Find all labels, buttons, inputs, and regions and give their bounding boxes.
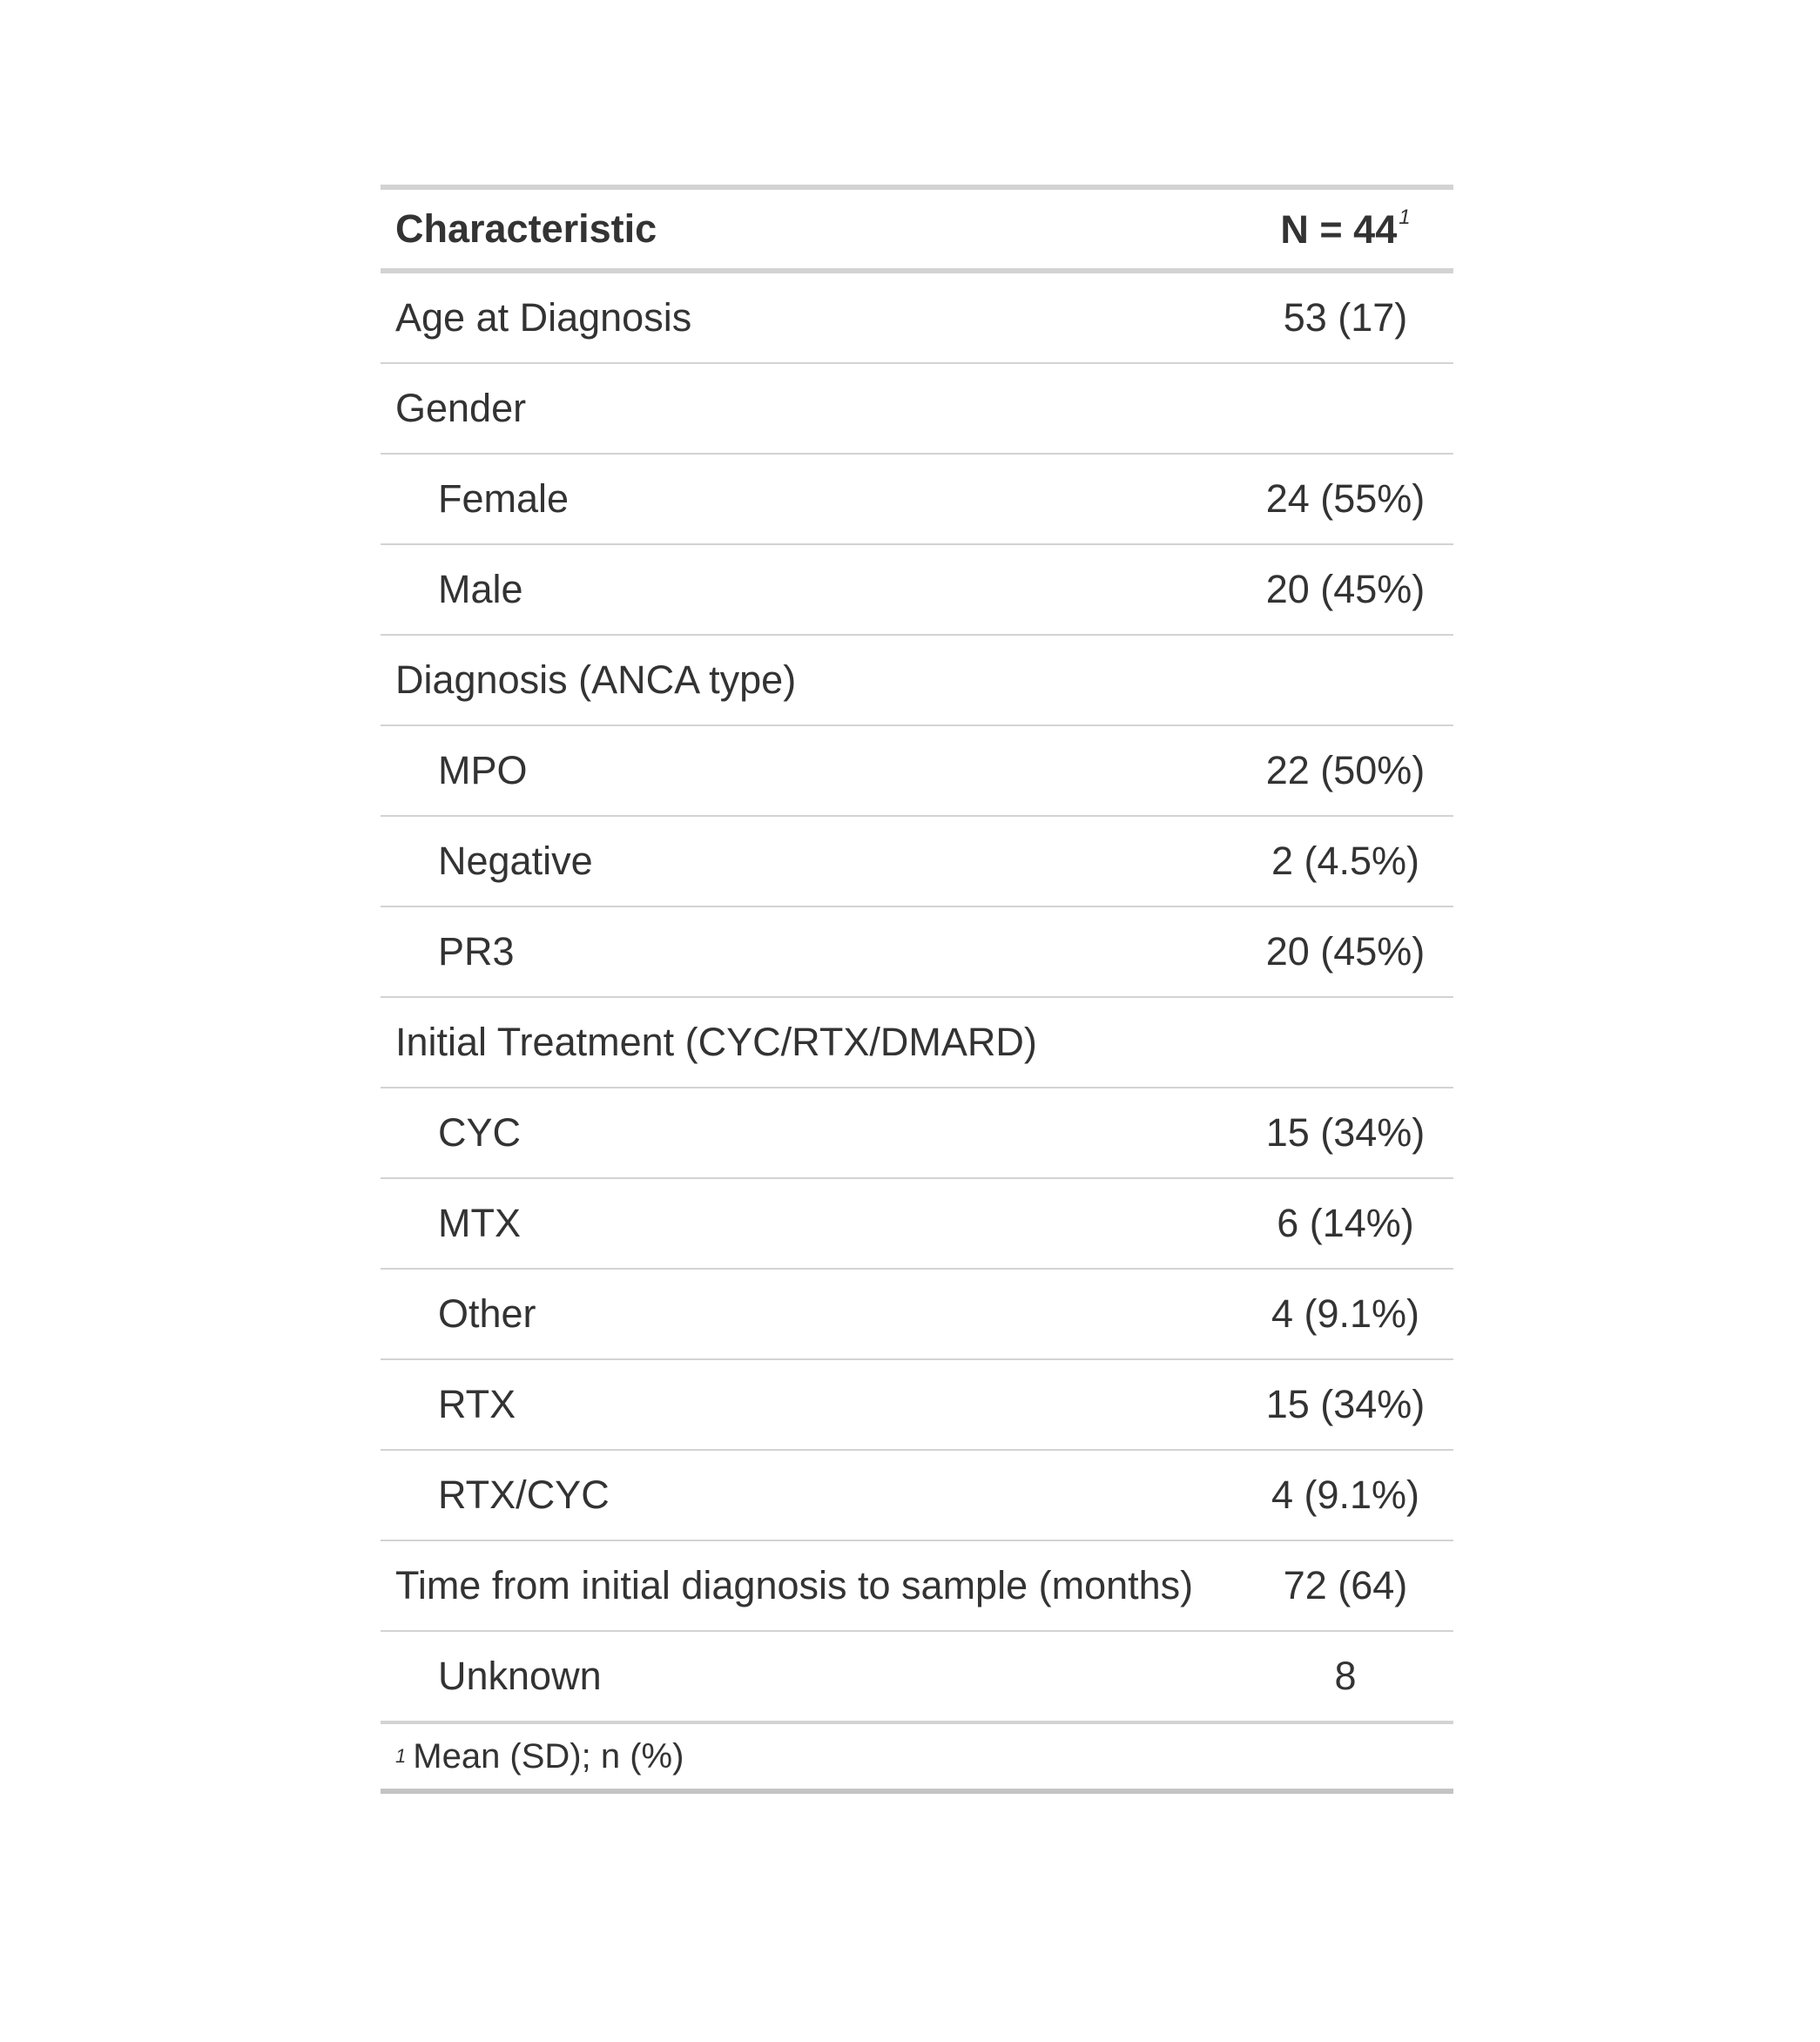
row-label: Negative	[381, 816, 1237, 906]
summary-table	[381, 185, 1453, 1724]
summary-table-container	[381, 185, 1453, 1794]
table-row	[381, 1269, 1453, 1359]
table-row	[381, 454, 1453, 544]
n-header-label: N = 44	[1280, 207, 1398, 252]
row-value: 15 (34%)	[1237, 1359, 1453, 1450]
characteristic-header	[381, 187, 1237, 271]
n-header	[1237, 187, 1453, 271]
row-value: 20 (45%)	[1237, 544, 1453, 635]
n-header-footnote-marker: 1	[1399, 206, 1411, 229]
row-value: 24 (55%)	[1237, 454, 1453, 544]
table-row	[381, 1540, 1453, 1631]
table-row	[381, 816, 1453, 906]
table-body	[381, 271, 1453, 1722]
table-footnote	[381, 1724, 1453, 1794]
table-row	[381, 906, 1453, 997]
row-label: Diagnosis (ANCA type)	[381, 635, 1237, 725]
row-value: 8	[1237, 1631, 1453, 1722]
row-value: 6 (14%)	[1237, 1178, 1453, 1269]
table-row	[381, 544, 1453, 635]
row-value	[1237, 635, 1453, 725]
row-label: Gender	[381, 363, 1237, 454]
row-label: MTX	[381, 1178, 1237, 1269]
table-row	[381, 271, 1453, 363]
row-value: 2 (4.5%)	[1237, 816, 1453, 906]
table-row	[381, 997, 1453, 1088]
row-label: RTX	[381, 1359, 1237, 1450]
row-label: Age at Diagnosis	[381, 271, 1237, 363]
row-label: Initial Treatment (CYC/RTX/DMARD)	[381, 997, 1237, 1088]
row-value	[1237, 997, 1453, 1088]
row-value: 4 (9.1%)	[1237, 1450, 1453, 1540]
row-label: Female	[381, 454, 1237, 544]
table-row	[381, 635, 1453, 725]
row-label: Male	[381, 544, 1237, 635]
row-label: Time from initial diagnosis to sample (months)	[381, 1540, 1237, 1631]
row-label: RTX/CYC	[381, 1450, 1237, 1540]
row-label: PR3	[381, 906, 1237, 997]
row-label: CYC	[381, 1088, 1237, 1178]
table-row	[381, 1450, 1453, 1540]
row-value	[1237, 363, 1453, 454]
row-label: Unknown	[381, 1631, 1237, 1722]
row-value: 72 (64)	[1237, 1540, 1453, 1631]
row-value: 15 (34%)	[1237, 1088, 1453, 1178]
row-value: 22 (50%)	[1237, 725, 1453, 816]
table-row	[381, 363, 1453, 454]
table-row	[381, 1631, 1453, 1722]
characteristic-header-label: Characteristic	[395, 206, 657, 251]
row-label: Other	[381, 1269, 1237, 1359]
row-value: 4 (9.1%)	[1237, 1269, 1453, 1359]
table-row	[381, 1178, 1453, 1269]
table-row	[381, 1359, 1453, 1450]
row-value: 53 (17)	[1237, 271, 1453, 363]
table-row	[381, 725, 1453, 816]
table-header-row	[381, 187, 1453, 271]
footnote-text: Mean (SD); n (%)	[413, 1736, 684, 1776]
footnote-marker: 1	[395, 1745, 407, 1767]
table-row	[381, 1088, 1453, 1178]
row-label: MPO	[381, 725, 1237, 816]
row-value: 20 (45%)	[1237, 906, 1453, 997]
